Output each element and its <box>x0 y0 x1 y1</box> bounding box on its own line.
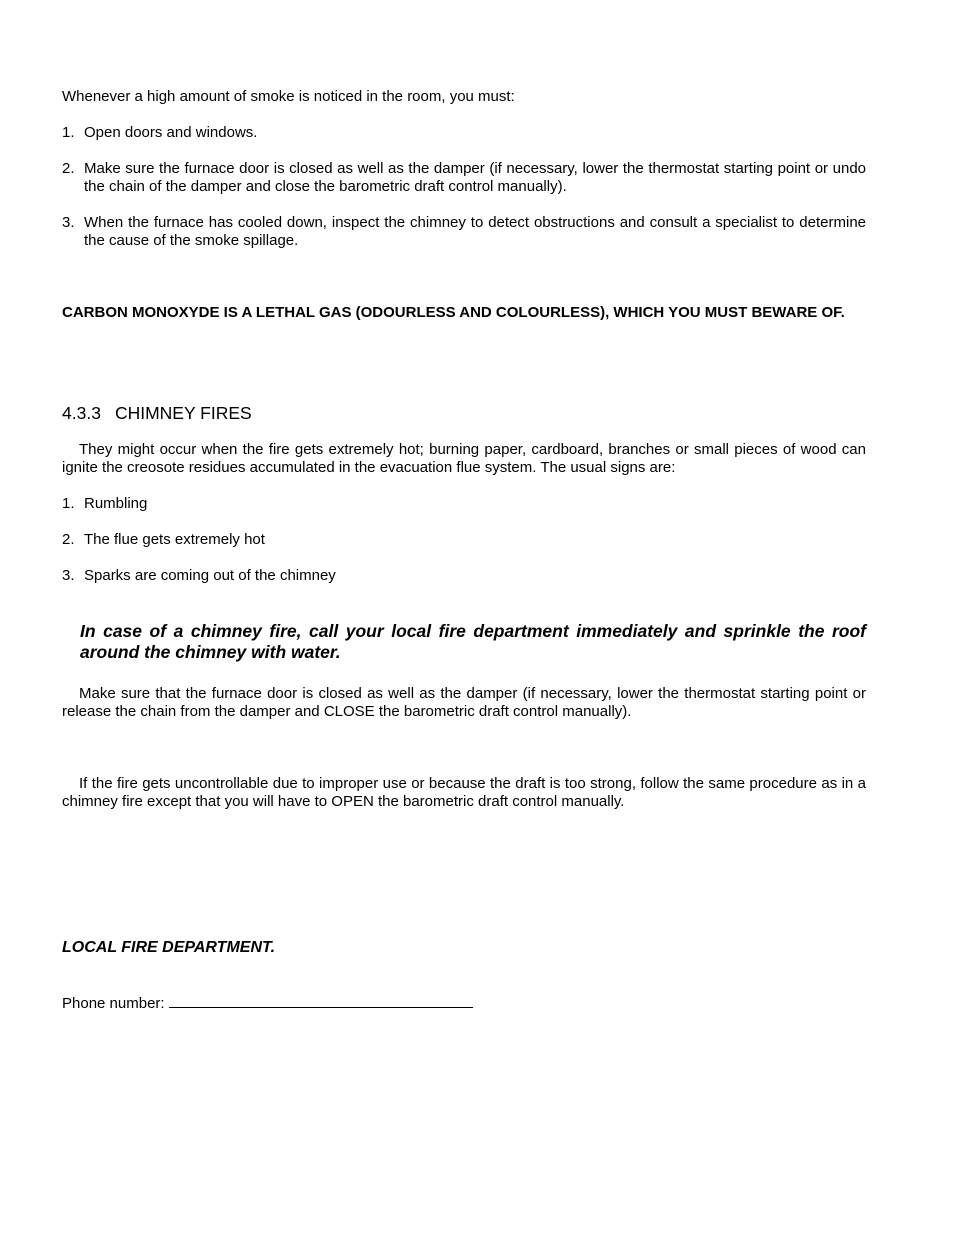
list-text: Sparks are coming out of the chimney <box>84 567 336 584</box>
section-number: 4.3.3 <box>62 403 101 423</box>
phone-number-label: Phone number: <box>62 995 165 1012</box>
chimney-fires-intro: They might occur when the fire gets extremely hot; burning paper, cardboard, branches or small pieces of wood can ignite the creosote residues accumulated in the evacuation flue system. The usual signs are: <box>62 441 866 476</box>
list-number: 3. <box>62 567 75 584</box>
smoke-step-2 <box>62 160 866 196</box>
list-text: The flue gets extremely hot <box>84 531 265 548</box>
smoke-step-3 <box>62 214 866 250</box>
list-text: Open doors and windows. <box>84 124 258 141</box>
section-title: CHIMNEY FIRES <box>114 403 252 423</box>
list-text: Rumbling <box>84 495 148 512</box>
intro-text: Whenever a high amount of smoke is noticed in the room, you must: <box>62 88 515 105</box>
uncontrollable-fire-paragraph: If the fire gets uncontrollable due to improper use or because the draft is too strong, follow the same procedure as in a chimney fire except that you will have to OPEN the barometric draft control manually. <box>62 775 866 810</box>
sign-item-3 <box>62 567 866 585</box>
list-number: 2. <box>62 160 75 177</box>
fire-department-label: LOCAL FIRE DEPARTMENT. <box>62 939 276 956</box>
carbon-monoxide-warning: CARBON MONOXYDE IS A LETHAL GAS (ODOURLESS AND COLOURLESS), WHICH YOU MUST BEWARE OF. <box>62 304 845 321</box>
list-number: 1. <box>62 495 75 512</box>
section-heading <box>62 403 866 423</box>
chimney-fire-callout: In case of a chimney fire, call your local fire department immediately and sprinkle the roof around the chimney with water. <box>80 621 866 662</box>
phone-number-row <box>62 993 866 1013</box>
list-text: Make sure the furnace door is closed as well as the damper (if necessary, lower the thermostat starting point or undo the chain of the damper and close the barometric draft control manually). <box>84 160 866 195</box>
list-number: 3. <box>62 214 75 231</box>
smoke-step-1 <box>62 124 866 142</box>
sign-item-1 <box>62 495 866 513</box>
list-number: 1. <box>62 124 75 141</box>
list-text: When the furnace has cooled down, inspect the chimney to detect obstructions and consult a specialist to determine the cause of the smoke spillage. <box>84 214 866 249</box>
phone-number-blank-line <box>169 993 473 1008</box>
damper-paragraph: Make sure that the furnace door is closed as well as the damper (if necessary, lower the thermostat starting point or release the chain from the damper and CLOSE the barometric draft control manually). <box>62 685 866 720</box>
list-number: 2. <box>62 531 75 548</box>
sign-item-2 <box>62 531 866 549</box>
